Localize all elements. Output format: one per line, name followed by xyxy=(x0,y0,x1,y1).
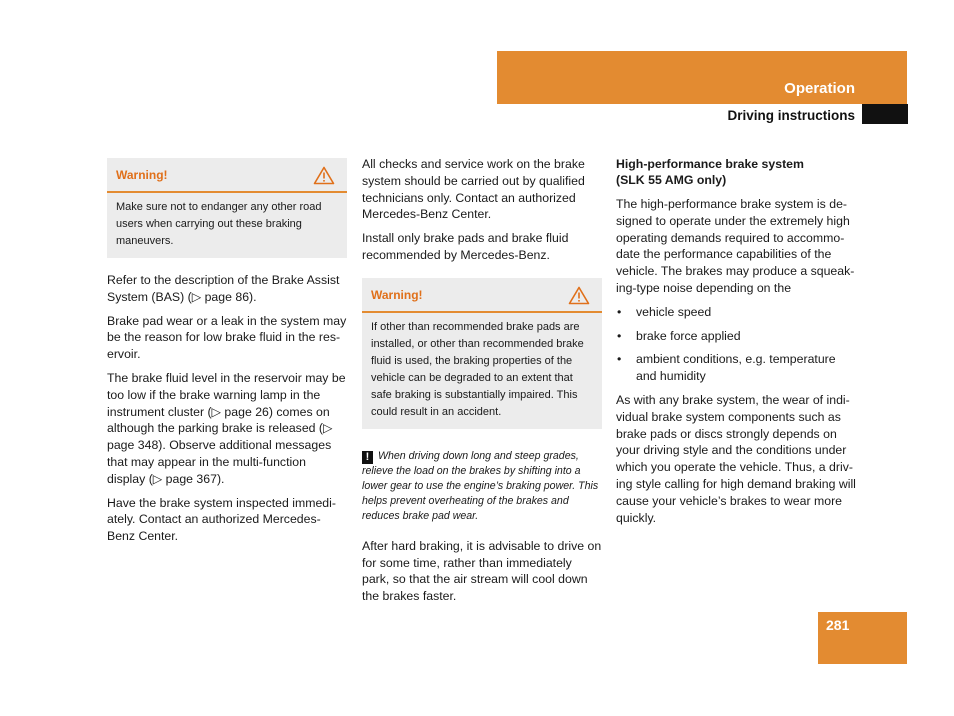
page-number-box xyxy=(818,612,907,664)
subsection-title: Driving instructions xyxy=(727,108,855,123)
note xyxy=(362,449,602,524)
warning-box xyxy=(107,158,347,258)
page-number: 281 xyxy=(826,617,850,633)
list-item: • brake force applied xyxy=(616,328,858,345)
paragraph: As with any brake system, the wear of indi-vidual brake system components such as brake pads or discs strongly depends on your driving style and the conditions under which you operate the vehicle. Thus, a driv-ing style calling for high demand braking will cause your vehicle’s brakes to wear more quickly. xyxy=(616,392,856,525)
section-heading xyxy=(616,156,858,188)
warning-header xyxy=(362,278,602,313)
warning-body: If other than recommended brake pads are installed, or other than recommended brake fluid is used, the braking properties of the vehicle can be degraded to an extent that safe braking is substantially impaired. This could result in an accident. xyxy=(371,320,584,418)
paragraph: After hard braking, it is advisable to drive on for some time, rather than immediately park, so that the air stream will cool down the brakes faster. xyxy=(362,538,602,604)
exclamation-icon: ! xyxy=(362,451,373,464)
warning-body: Make sure not to endanger any other road users when carrying out these braking maneuvers. xyxy=(116,201,322,247)
paragraph: All checks and service work on the brake system should be carried out by qualified technicians only. Contact an authorized Mercedes-Benz Center. xyxy=(362,157,585,222)
section-title: Operation xyxy=(784,80,855,97)
list-item: • vehicle speed xyxy=(616,304,858,321)
warning-triangle-icon xyxy=(313,166,335,185)
column-1 xyxy=(107,158,347,552)
warning-title: Warning! xyxy=(371,287,423,302)
warning-triangle-icon xyxy=(568,286,590,305)
section-tab-marker xyxy=(862,104,908,124)
list-item: • ambient conditions, e.g. temperature and humidity xyxy=(616,351,858,385)
paragraph: Brake pad wear or a leak in the system may be the reason for low brake fluid in the res-ervoir. xyxy=(107,313,347,362)
bullet-list xyxy=(616,304,858,385)
column-2 xyxy=(362,156,602,612)
paragraph: The brake fluid level in the reservoir may be too low if the brake warning lamp in the instrument cluster (▷ page 26) comes on although the parking brake is released (▷ page 348). Observe additional messages that may appear in the multi-function display (▷ page 367). xyxy=(107,370,346,486)
paragraph: Have the brake system inspected immedi-ately. Contact an authorized Mercedes-Benz Center. xyxy=(107,495,336,544)
warning-box xyxy=(362,278,602,429)
heading-line: High-performance brake system xyxy=(616,157,804,171)
column-3 xyxy=(616,156,858,533)
warning-title: Warning! xyxy=(116,168,168,183)
heading-line: (SLK 55 AMG only) xyxy=(616,173,727,187)
note-text: When driving down long and steep grades, relieve the load on the brakes by shifting into a lower gear to use the engine’s braking power. This helps prevent overheating of the brakes and reduces brake pad wear. xyxy=(362,449,599,522)
warning-header xyxy=(107,158,347,193)
paragraph: The high-performance brake system is de-signed to operate under the extremely high operating demands required to accommo-date the performance capabilities of the vehicle. The brakes may produce a squeak-ing-type noise depending on the xyxy=(616,197,855,295)
paragraph: Refer to the description of the Brake Assist System (BAS) (▷ page 86). xyxy=(107,273,340,304)
paragraph: Install only brake pads and brake fluid recommended by Mercedes-Benz. xyxy=(362,231,569,262)
